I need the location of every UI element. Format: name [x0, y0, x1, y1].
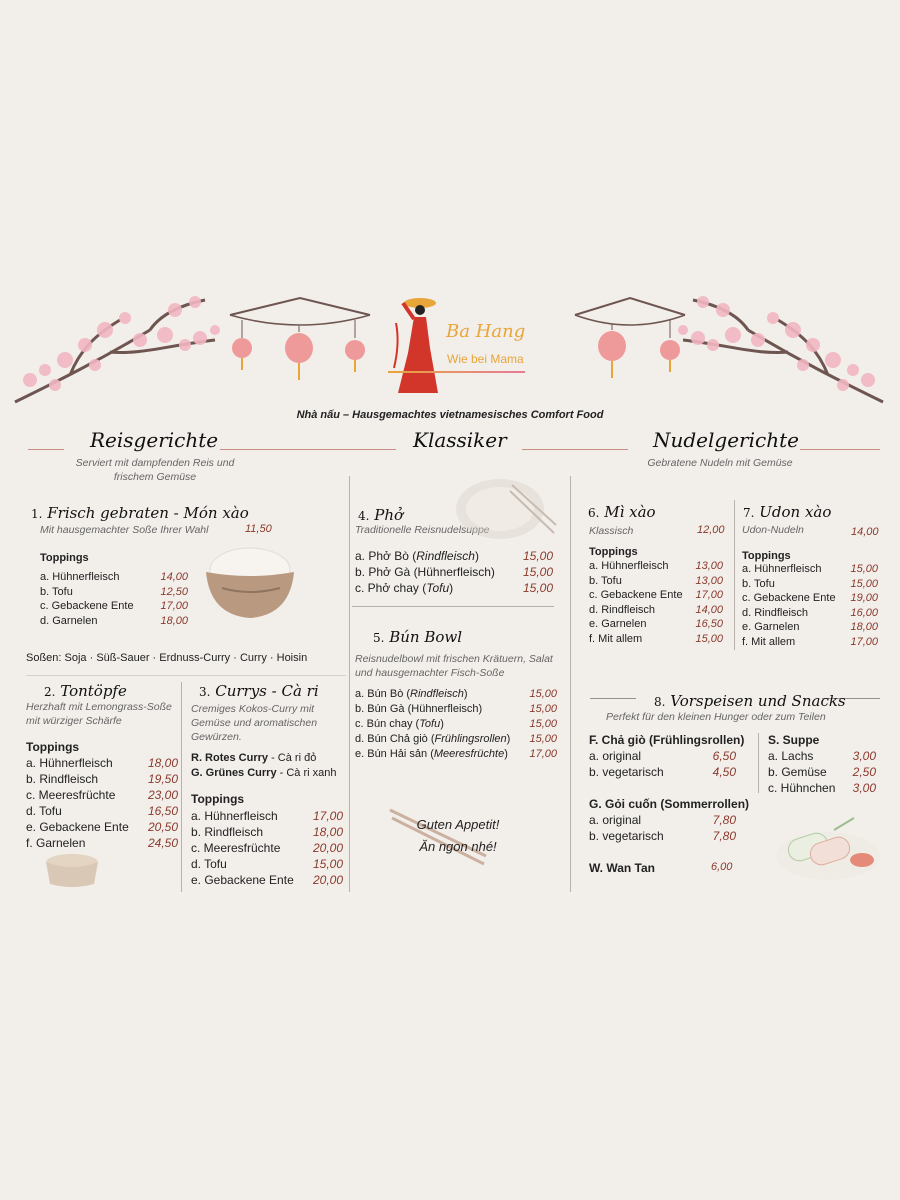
item-main: b. Phở Gà (Hühnerfleisch): [355, 565, 495, 579]
dish-number: 3.: [199, 685, 211, 699]
curry-variant: [191, 752, 349, 767]
toppings-label: Toppings: [742, 550, 791, 562]
item-label: b. Tofu: [742, 577, 775, 590]
dish-desc-5: Reisnudelbowl mit frischen Krätuern, Salat und hausgemachter Fisch-Soße: [355, 653, 553, 679]
item-main: d. Bún Chả giò (: [355, 733, 435, 745]
list-item: [589, 604, 723, 619]
item-price: 2,50: [852, 765, 876, 779]
item-price: 16,50: [147, 804, 178, 818]
item-price: 18,00: [312, 825, 343, 839]
divider: [220, 449, 396, 450]
list-item: [26, 756, 178, 771]
list-item: [355, 733, 557, 748]
list-item: [355, 549, 553, 564]
item-label: b. vegetarisch: [589, 829, 664, 843]
item-label: d. Rindfleisch: [742, 606, 809, 619]
item-label: c. Meeresfrüchte: [191, 841, 281, 855]
sauces: Soßen: Soja · Süß-Sauer · Erdnuss-Curry · Curry · Hoisin: [26, 652, 308, 664]
list-item: [742, 563, 878, 578]
dish-title-2: [44, 682, 127, 700]
chagio-label: F. Chả giò (Frühlingsrollen): [589, 733, 745, 747]
list-item: [191, 825, 343, 840]
spring-roll-plate-icon: [774, 816, 882, 884]
list-item: [589, 749, 736, 764]
divider: [352, 606, 554, 607]
lantern-icon: [570, 290, 690, 385]
item-price: 19,00: [850, 592, 878, 604]
item-price: 18,00: [850, 621, 878, 633]
list-item: [589, 813, 736, 828]
item-price: 20,00: [312, 841, 343, 855]
list-item: [589, 618, 723, 633]
item-label: b. vegetarisch: [589, 765, 664, 779]
item-price: 17,00: [160, 600, 188, 612]
item-label: a. Hühnerfleisch: [26, 756, 113, 770]
item-price: 24,50: [147, 836, 178, 850]
list-item: [589, 575, 723, 590]
list-item: [768, 781, 876, 796]
section-title-reisgerichte: Reisgerichte: [90, 428, 219, 452]
item-price: 17,00: [529, 748, 557, 760]
dish-desc-2: Herzhaft mit Lemongrass-Soße mit würziger Schärfe: [26, 701, 172, 727]
item-label: a. original: [589, 749, 642, 763]
item-price: 17,00: [850, 635, 878, 648]
item-label: [355, 703, 482, 715]
dish-desc-7: Udon-Nudeln: [742, 524, 804, 536]
item-label: f. Mit allem: [589, 632, 643, 645]
dish-number: 7.: [743, 506, 755, 520]
list-item: [768, 765, 876, 780]
item-label: b. Tofu: [589, 574, 622, 587]
item-label: [355, 565, 495, 579]
item-label: d. Tofu: [191, 857, 227, 871]
item-price: 16,00: [850, 606, 878, 619]
dish-price-6: 12,00: [697, 524, 725, 536]
item-label: a. Lachs: [768, 749, 814, 763]
item-price: 3,00: [852, 749, 876, 763]
item-price: 15,00: [312, 857, 343, 871]
dish-price-7: 14,00: [851, 526, 879, 538]
list-item: [26, 788, 178, 803]
dish-title-1: [31, 504, 249, 522]
item-label: d. Tofu: [26, 804, 62, 818]
item-label: a. Hühnerfleisch: [40, 571, 120, 583]
item-label: b. Rindfleisch: [191, 825, 264, 839]
item-label: b. Gemüse: [768, 765, 827, 779]
dish-name: Currys - Cà ri: [215, 682, 319, 700]
column-divider: [570, 476, 571, 892]
item-price: 15,00: [695, 632, 723, 645]
appetit-line-2: Ăn ngon nhé!: [419, 839, 497, 854]
list-item: [40, 615, 188, 630]
cherry-blossom-branch-icon: [668, 290, 888, 410]
item-price: 13,00: [695, 574, 723, 587]
list-item: [742, 621, 878, 636]
dish-name: Tontöpfe: [60, 682, 127, 700]
dish-name: Mì xào: [604, 503, 656, 521]
brand-tagline: Wie bei Mama: [447, 352, 524, 366]
item-price: 14,00: [695, 603, 723, 616]
item-main: a. Bún Bò (: [355, 688, 411, 700]
item-price: 15,00: [522, 565, 553, 579]
list-item: [742, 607, 878, 622]
list-item: [40, 586, 188, 601]
woman-ao-dai-logo-icon: [388, 293, 443, 398]
dish-desc-1: Mit hausgemachter Soße Ihrer Wahl: [40, 524, 209, 536]
item-label: e. Gebackene Ente: [191, 873, 294, 887]
column-divider: [349, 476, 350, 892]
list-item: [191, 841, 343, 856]
item-label: d. Garnelen: [40, 614, 98, 627]
item-price: 18,00: [147, 756, 178, 770]
wantan-price: 6,00: [711, 861, 733, 873]
item-italic: Meeresfrüchte: [433, 748, 505, 760]
dish-title-8: [654, 692, 846, 710]
dish-number: 8.: [654, 695, 666, 709]
toppings-label: Toppings: [191, 792, 245, 806]
item-label: d. Rindfleisch: [589, 603, 656, 616]
item-price: 3,00: [852, 781, 876, 795]
divider: [590, 698, 636, 699]
item-label: a. original: [589, 813, 642, 827]
item-label: e. Gebackene Ente: [26, 820, 129, 834]
item-main: a. Phở Bò (: [355, 549, 417, 563]
item-label: e. Garnelen: [742, 621, 800, 633]
item-price: 7,80: [712, 813, 736, 827]
item-label: f. Garnelen: [26, 836, 86, 850]
item-italic: Tofu: [426, 581, 450, 595]
dish-number: 1.: [31, 507, 43, 521]
brand-underline: [388, 371, 525, 373]
list-item: [355, 581, 553, 596]
item-italic: Tofu: [419, 718, 441, 730]
goicuon-label: G. Gỏi cuốn (Sommerrollen): [589, 797, 750, 811]
item-main: b. Bún Gà (Hühnerfleisch): [355, 703, 483, 715]
variant-label: [191, 767, 337, 779]
item-main: c. Bún chay (: [355, 718, 420, 730]
list-item: [191, 809, 343, 824]
item-italic: Frühlingsrollen: [434, 733, 507, 745]
section-desc-nudelgerichte: Gebratene Nudeln mit Gemüse: [647, 457, 793, 469]
item-price: 15,00: [529, 733, 557, 745]
suppe-label: S. Suppe: [768, 733, 820, 747]
item-label: b. Tofu: [40, 585, 73, 598]
item-label: a. Hühnerfleisch: [191, 809, 278, 823]
dish-number: 2.: [44, 685, 56, 699]
item-label: f. Mit allem: [742, 635, 796, 648]
section-title-klassiker: Klassiker: [413, 428, 507, 452]
item-label: [355, 688, 468, 700]
divider: [522, 449, 628, 450]
pho-bowl-icon: [452, 475, 557, 543]
item-price: 15,00: [522, 549, 553, 563]
dish-desc-8: Perfekt für den kleinen Hunger oder zum Teilen: [606, 711, 826, 723]
divider: [28, 449, 64, 450]
dish-desc-6: Klassisch: [589, 525, 634, 537]
item-label: c. Gebackene Ente: [589, 589, 683, 601]
item-price: 15,00: [529, 688, 557, 700]
item-label: [355, 748, 508, 760]
variant-code: R. Rotes Curry: [191, 752, 269, 764]
item-label: b. Rindfleisch: [26, 772, 99, 786]
dish-title-3: [199, 682, 319, 700]
list-item: [191, 857, 343, 872]
item-label: c. Gebackene Ente: [742, 592, 836, 604]
lantern-icon: [225, 290, 375, 385]
item-label: [355, 549, 479, 563]
variant-code: G. Grünes Curry: [191, 767, 277, 779]
dish-desc-4: Traditionelle Reisnudelsuppe: [355, 524, 490, 536]
list-item: [26, 820, 178, 835]
dish-number: 4.: [358, 509, 370, 523]
page-subtitle: Nhà nấu – Hausgemachtes vietnamesisches Comfort Food: [296, 409, 604, 421]
list-item: [589, 829, 736, 844]
item-price: 17,00: [695, 589, 723, 601]
section-title-nudelgerichte: Nudelgerichte: [653, 428, 799, 452]
item-price: 7,80: [712, 829, 736, 843]
variant-name: - Cà ri đỏ: [268, 752, 317, 764]
item-label: [355, 718, 444, 730]
list-item: [26, 804, 178, 819]
dish-name: Udon xào: [759, 503, 832, 521]
item-price: 6,50: [712, 749, 736, 763]
item-label: [355, 581, 453, 595]
dish-number: 6.: [588, 506, 600, 520]
list-item: [742, 636, 878, 651]
list-item: [355, 718, 557, 733]
list-item: [40, 571, 188, 586]
list-item: [355, 703, 557, 718]
brand-name: Ba Hang: [446, 321, 526, 342]
list-item: [355, 748, 557, 763]
toppings-label: Toppings: [589, 546, 638, 558]
divider: [26, 675, 346, 676]
column-divider: [758, 733, 759, 793]
dish-number: 5.: [373, 631, 385, 645]
item-label: c. Hühnchen: [768, 781, 836, 795]
item-end: ): [506, 733, 511, 745]
item-end: ): [463, 688, 468, 700]
dish-name: Phở: [374, 506, 404, 524]
item-label: c. Gebackene Ente: [40, 600, 134, 612]
item-price: 15,00: [522, 581, 553, 595]
list-item: [355, 565, 553, 580]
column-divider: [181, 682, 182, 892]
item-price: 17,00: [312, 809, 343, 823]
item-price: 23,00: [147, 788, 178, 802]
item-price: 15,00: [850, 577, 878, 590]
column-divider: [734, 500, 735, 650]
dish-name: Vorspeisen und Snacks: [670, 692, 846, 710]
list-item: [742, 592, 878, 607]
dish-title-6: [588, 503, 656, 521]
wantan-label: W. Wan Tan: [589, 861, 655, 875]
dish-price-1: 11,50: [245, 523, 272, 535]
header: [0, 285, 900, 425]
section-desc-reisgerichte: Serviert mit dampfenden Reis und frischem Gemüse: [75, 457, 235, 483]
list-item: [589, 765, 736, 780]
dish-name: Frisch gebraten - Món xào: [47, 504, 249, 522]
list-item: [768, 749, 876, 764]
list-item: [355, 688, 557, 703]
item-label: a. Hühnerfleisch: [742, 563, 822, 575]
variant-label: [191, 752, 316, 764]
item-price: 15,00: [529, 718, 557, 730]
dish-title-5: [373, 628, 462, 646]
item-price: 12,50: [160, 585, 188, 598]
item-end: ): [440, 718, 444, 730]
list-item: [589, 560, 723, 575]
item-price: 16,50: [695, 618, 723, 630]
list-item: [191, 873, 343, 888]
item-label: [355, 733, 510, 745]
list-item: [26, 836, 178, 851]
divider: [800, 449, 880, 450]
item-label: c. Meeresfrüchte: [26, 788, 116, 802]
list-item: [40, 600, 188, 615]
item-price: 20,50: [147, 820, 178, 834]
toppings-label: Toppings: [40, 552, 89, 564]
cherry-blossom-branch-icon: [10, 290, 230, 410]
item-label: a. Hühnerfleisch: [589, 560, 669, 572]
dish-title-7: [743, 503, 831, 521]
list-item: [589, 589, 723, 604]
item-end: ): [504, 748, 508, 760]
item-main: c. Phở chay (: [355, 581, 427, 595]
item-price: 13,00: [695, 560, 723, 572]
item-main: e. Bún Hải sản (: [355, 748, 434, 760]
item-price: 15,00: [529, 703, 557, 715]
item-italic: Rindfleisch: [416, 549, 475, 563]
rice-bowl-icon: [202, 540, 298, 620]
dish-title-4: [358, 506, 403, 524]
item-italic: Rindfleisch: [410, 688, 464, 700]
item-price: 18,00: [160, 614, 188, 627]
item-label: e. Garnelen: [589, 618, 647, 630]
dish-desc-3: Cremiges Kokos-Curry mit Gemüse und aromatischen Gewürzen.: [191, 703, 318, 743]
list-item: [589, 633, 723, 648]
appetit-line-1: Guten Appetit!: [416, 817, 500, 832]
item-price: 15,00: [850, 563, 878, 575]
item-price: 14,00: [160, 571, 188, 583]
appetit-text: [408, 814, 508, 858]
item-end: ): [474, 549, 479, 563]
item-price: 20,00: [312, 873, 343, 887]
item-end: ): [449, 581, 454, 595]
item-price: 19,50: [147, 772, 178, 786]
list-item: [742, 578, 878, 593]
item-price: 4,50: [712, 765, 736, 779]
list-item: [26, 772, 178, 787]
dish-name: Bún Bowl: [389, 628, 463, 646]
variant-name: - Cà ri xanh: [276, 767, 337, 779]
curry-variant: [191, 767, 349, 782]
toppings-label: Toppings: [26, 740, 80, 754]
clay-pot-icon: [42, 850, 102, 890]
